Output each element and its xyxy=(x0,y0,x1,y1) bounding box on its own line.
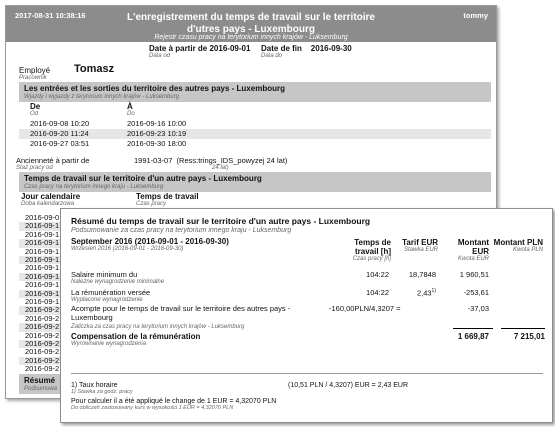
day-date: 2016-09-1 xyxy=(25,280,60,290)
day-date: 2016-09-2 xyxy=(25,364,60,374)
col-time: Temps de travail Czas pracy xyxy=(136,192,199,207)
col-to: À Do xyxy=(127,102,135,117)
day-date: 2016-09-1 xyxy=(25,246,60,256)
entry-row: 2016-09-20 11:24 2016-09-23 10:19 xyxy=(19,129,491,139)
day-date: 2016-09-2 xyxy=(25,313,60,323)
day-date: 2016-09-0 xyxy=(25,213,60,222)
col-rate: Tarif EUR Stawka EUR xyxy=(402,238,438,253)
row-eur: -253,61 xyxy=(463,288,489,297)
col-day: Jour calendaire Doba kalendarzowa xyxy=(21,192,81,207)
day-date: 2016-09-1 xyxy=(25,263,60,273)
day-date: 2016-09-2 xyxy=(25,305,60,315)
day-date: 2016-09-2 xyxy=(25,347,60,357)
summary-row-label: Salaire minimum du Należne wynagrodzenie minimalne xyxy=(71,270,165,285)
summary-row-label: Acompte pour le temps de travail sur le territoire des autres pays - Luxembourg Zaliczka za czas pracy na terytorium innych krajów - Luksemburg xyxy=(71,304,291,330)
footnote-1-calc: (10,51 PLN / 4,3207) EUR = 2,43 EUR xyxy=(288,382,409,389)
total-label: Compensation de la rémunération Wyrównanie wynagrodzenia xyxy=(71,332,201,347)
col-hours: Temps de travail [h] Czas pracy [h] xyxy=(352,238,391,262)
row-eur: -37,03 xyxy=(467,304,489,313)
row-hours: 104:22 xyxy=(366,288,389,297)
day-date: 2016-09-1 xyxy=(25,271,60,281)
document-header xyxy=(6,6,496,42)
worktime-section-header: Temps de travail sur le territoire d'un autre pays - Luxembourg Czas pracy na terytorium innego kraju - Luksemburg xyxy=(19,172,491,192)
day-date: 2016-09-2 xyxy=(25,330,60,340)
row-eur: 1 960,51 xyxy=(459,270,489,279)
print-date: 2017-08-31 10:38:16 xyxy=(15,11,86,20)
col-from: De Od xyxy=(30,102,41,117)
row-rate: 18,7848 xyxy=(408,270,436,279)
seniority-value: 1991-03-07 (Ress:trings_IDS_powyzej 24 lat) 24 lat) xyxy=(134,156,288,171)
document-title: L'enregistrement du temps de travail sur le territoire d'utres pays - Luxembourg xyxy=(126,12,375,35)
employee-name: Tomasz xyxy=(74,63,115,75)
row-advance-calc: -160,00PLN/4,3207 = xyxy=(329,304,401,313)
date-to: Date de fin 2016-09-30 Data do xyxy=(261,44,352,59)
document-subtitle: Rejestr czasu pracy na terytorium innych krajów - Luksemburg xyxy=(154,34,348,41)
user-name: tommy xyxy=(463,11,488,20)
col-pln: Montant PLN Kwota PLN xyxy=(493,238,543,253)
employee-label: Employé Pracownik xyxy=(19,66,51,81)
day-date: 2016-09-1 xyxy=(25,288,60,298)
row-rate: 2,43$^{1)}$ xyxy=(416,288,436,298)
day-date: 2016-09-2 xyxy=(25,322,60,332)
seniority-label: Ancienneté à partir de Staż pracy od xyxy=(16,156,90,171)
day-date: 2016-09-1 xyxy=(25,255,60,264)
footnote-2: Pour calculer il a été appliqué le change de 1 EUR = 4,32070 PLN Do obliczeń zastosowany kurs w wysokości 1 EUR = 4,32070 PLN xyxy=(71,398,277,411)
day-date: 2016-09-1 xyxy=(25,229,60,239)
entry-row: 2016-09-08 10:20 2016-09-16 10:00 xyxy=(30,119,187,128)
day-date: 2016-09-2 xyxy=(25,355,60,365)
col-eur: Montant EUR Kwota EUR xyxy=(457,238,489,262)
total-line-pln xyxy=(501,328,545,329)
day-date: 2016-09-1 xyxy=(25,238,60,248)
total-eur: 1 669,87 xyxy=(457,332,489,341)
day-date: 2016-09-1 xyxy=(25,297,60,306)
row-hours: 104:22 xyxy=(366,270,389,279)
date-from: Date à partir de 2016-09-01 Data od xyxy=(149,44,251,59)
resume-header: Résumé Podsumowa xyxy=(19,374,491,394)
summary-document xyxy=(60,208,553,423)
total-line-eur xyxy=(453,328,493,329)
entry-row: 2016-09-27 03:51 2016-09-30 18:00 xyxy=(30,139,187,148)
summary-row-label: La rémunération versée Wypłacone wynagrodzenie xyxy=(71,288,151,303)
footnote-divider xyxy=(71,373,543,374)
day-date: 2016-09-2 xyxy=(25,339,60,348)
summary-subtitle: Podsumowanie za czas pracy na terytorium innego kraju - Luksemburg xyxy=(71,227,292,234)
entries-section-header: Les entrées et les sorties du territoire des autres pays - Luxembourg Wjazdy i wyjazdy z terytorium innych krajów - Luksemburg xyxy=(19,82,491,102)
summary-period: September 2016 (2016-09-01 - 2016-09-30) Wrzesień 2016 (2016-09-01 - 2016-09-30) xyxy=(71,237,229,252)
summary-title: Résumé du temps de travail sur le territoire d'un autre pays - Luxembourg xyxy=(71,216,371,226)
total-pln: 7 215,01 xyxy=(513,332,545,341)
footnote-1: 1) Taux horaire 1) Stawka za godz. pracy xyxy=(71,382,133,395)
day-date: 2016-09-1 xyxy=(25,221,60,231)
